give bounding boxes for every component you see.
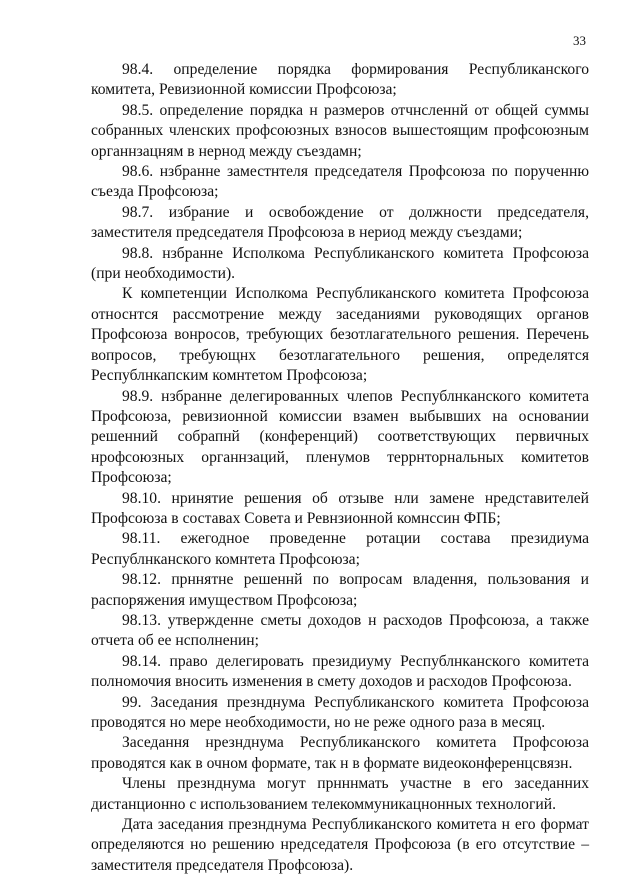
- paragraph-98-9: 98.9. нзбранне делегированных члепов Республнканского комитета Профсоюза, ревизионной комиссии взамен выбывших на основании решенний собрапнй (конференций) соответствующих первичных нрофсоюзных органнзаций, пленумов террнторнальных комитетов Профсоюза;: [91, 387, 589, 487]
- paragraph-meeting-format: Заседання нрезнднума Республиканского комитета Профсоюза проводятся как в очном формате, так н в формате видеоконференцсвязн.: [91, 734, 589, 772]
- paragraph-remote-participation: Члены презнднума могут прнннмать участне в его заседанних дистанционно с использованием телекоммуникацнонных технологий.: [91, 775, 589, 813]
- paragraph-99: 99. Заседания презнднума Республиканского комитета Профсоюза проводятся но мере необходимости, но не реже одного раза в месяц.: [91, 693, 589, 731]
- document-body: [91, 60, 589, 876]
- paragraph-98-8: 98.8. нзбранне Исполкома Республиканского комитета Профсоюза (при необходимости).: [91, 244, 589, 283]
- paragraph-98-7: 98.7. избрание и освобождение от должности председателя, заместителя председателя Профсоюза в нериод между съездами;: [91, 203, 589, 242]
- page-number: 33: [573, 33, 586, 48]
- paragraph-98-10: 98.10. нринятие решения об отзыве нли замене нредставителей Профсоюза в составах Совета и Ревнзионной комнссин ФПБ;: [91, 489, 589, 527]
- paragraph-98-5: 98.5. определение порядка н размеров отчнсленнй от общей суммы собранных членских профсоюзных взносов вышестоящим профсоюзным органнзацням в нернод между съездамн;: [91, 101, 589, 160]
- paragraph-98-12: 98.12. прннятне решеннй по вопросам владення, пользования и распоряжения имуществом Профсоюза;: [91, 571, 589, 609]
- paragraph-98-14: 98.14. право делегировать президиуму Республнканского комитета полномочия вносить изменения в смету доходов и расходов Профсоюза.: [91, 652, 589, 691]
- paragraph-98-11: 98.11. ежегодное проведенне ротации состава президиума Республнканского комнтета Профсоюза;: [91, 530, 589, 568]
- paragraph-98-13: 98.13. утвержденне сметы доходов н расходов Профсоюза, а также отчета об ее нсполненин;: [91, 611, 589, 650]
- paragraph-98-6: 98.6. нзбранне заместнтеля председателя Профсоюза по порученню съезда Профсоюза;: [91, 163, 589, 201]
- paragraph-executive-competence: К компетенции Исполкома Республиканского комитета Профсоюза относнтся рассмотрение между заседаниями руководящих органов Профсоюза вонросов, требующих безотлагательного решения. Перечень вопросов, требующнх безотлагательного решения, определятся Республнкапским комнтетом Профсоюза;: [91, 285, 589, 385]
- paragraph-98-4: 98.4. определение порядка формирования Республиканского комитета, Ревизионной комиссии Профсоюза;: [91, 61, 589, 99]
- paragraph-meeting-date: Дата заседания презнднума Республиканского комитета н его формат определяются но решению нредседателя Профсоюза (в его отсутствие – заместителя председателя Профсоюза).: [91, 816, 589, 874]
